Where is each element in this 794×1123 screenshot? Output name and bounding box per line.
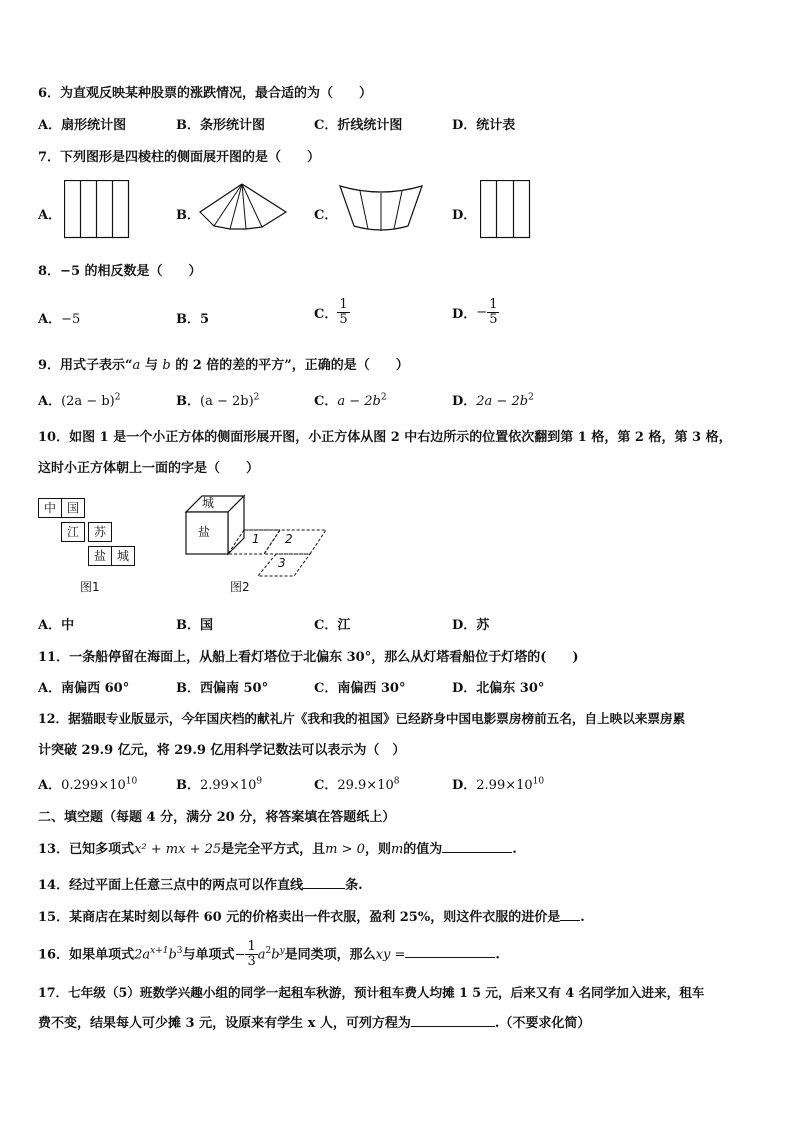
q10-option-d: D．苏 xyxy=(452,618,490,633)
q7-label-c: C． xyxy=(314,208,338,223)
q10-option-b: B．国 xyxy=(176,618,213,633)
q11-option-b: B．西偏南 50° xyxy=(176,681,269,696)
net-cell: 中 xyxy=(38,498,62,518)
q6-option-d: D．统计表 xyxy=(452,118,516,133)
q9-option-a: A．$(2a - b)^2$ xyxy=(38,392,121,409)
question-10-line-1: 10．如图 1 是一个小正方体的侧面形展开图，小正方体从图 2 中右边所示的位置依次翻到第 1 格，第 2 格，第 3 格， xyxy=(38,430,732,445)
q7-figure-d xyxy=(480,180,532,240)
figure-1-caption: 图1 xyxy=(80,580,100,594)
q6-option-c: C．折线统计图 xyxy=(314,118,403,133)
q11-option-c: C．南偏西 30° xyxy=(314,681,406,696)
q6-option-b: B．条形统计图 xyxy=(176,118,265,133)
figure-2-caption: 图2 xyxy=(230,580,250,594)
net-cell: 江 xyxy=(61,522,85,542)
question-7-stem: 7．下列图形是四棱柱的侧面展开图的是（ ） xyxy=(38,150,321,165)
question-14: 14．经过平面上任意三点中的两点可以作直线 条. xyxy=(38,878,363,893)
question-13: 13．已知多项式x² + mx + 25是完全平方式，且m > 0，则m的值为 . xyxy=(38,842,517,857)
net-cell: 苏 xyxy=(88,522,112,542)
q8-option-b: B．5 xyxy=(176,312,210,327)
path-cell-3: 3 xyxy=(278,556,286,570)
path-cell-2: 2 xyxy=(285,532,293,546)
q7-label-b: B． xyxy=(176,208,200,223)
q10-option-a: A．中 xyxy=(38,618,75,633)
q12-option-d: D．$2.99\times 10^{10}$ xyxy=(452,776,545,793)
q7-label-d: D． xyxy=(452,208,477,223)
fraction: $\frac{1}{5}$ xyxy=(489,297,498,327)
path-cell-1: 1 xyxy=(252,532,260,546)
q11-option-a: A．南偏西 60° xyxy=(38,681,130,696)
question-16: 16．如果单项式$2a^{x+1}b^3$与单项式− $\frac{1}{3}$ $a^2b^y$是同类项，那么xy = . xyxy=(38,939,500,970)
q7-figure-b xyxy=(198,182,288,232)
q7-label-a: A． xyxy=(38,208,62,223)
answer-blank[interactable] xyxy=(405,945,495,958)
question-12-line-1: 12．据猫眼专业版显示，今年国庆档的献礼片《我和我的祖国》已经跻身中国电影票房榜前五名，自上映以来票房累 xyxy=(38,711,686,726)
q8-option-a: A．−5 xyxy=(38,312,81,327)
net-cell: 盐 xyxy=(88,546,112,566)
question-6-stem: 6．为直观反映某种股票的涨跌情况，最合适的为（ ） xyxy=(38,86,373,101)
fraction: $\frac{1}{5}$ xyxy=(339,297,348,327)
net-cell: 城 xyxy=(111,546,135,566)
q12-option-a: A．$0.299\times 10^{10}$ xyxy=(38,776,138,793)
q10-option-c: C．江 xyxy=(314,618,351,633)
question-17-line-1: 17．七年级（5）班数学兴趣小组的同学一起租车秋游，预计租车费人均摊 1 5 元，后来又有 4 名同学加入进来，租车 xyxy=(38,985,705,1000)
fraction: $\frac{1}{3}$ xyxy=(247,939,256,970)
q8-option-c: C． $\frac{1}{5}$ xyxy=(314,297,348,327)
question-17-line-2: 费不变，结果每人可少摊 3 元，设原来有学生 x 人，可列方程为 .（不要求化简） xyxy=(38,1016,591,1031)
q9-option-d: D．$2a - 2b^2$ xyxy=(452,392,534,409)
answer-blank[interactable] xyxy=(411,1014,495,1027)
question-11-stem: 11．一条船停留在海面上，从船上看灯塔位于北偏东 30°，那么从灯塔看船位于灯塔的( ) xyxy=(38,650,579,665)
figure-1-cube-net xyxy=(38,498,148,570)
answer-blank[interactable] xyxy=(303,876,345,889)
q12-option-c: C．$29.9\times 10^8$ xyxy=(314,776,400,793)
answer-blank[interactable] xyxy=(560,908,580,921)
q9-option-b: B．$(a - 2b)^2$ xyxy=(176,392,260,409)
q9-option-c: C．$a - 2b^2$ xyxy=(314,392,387,409)
section-2-heading: 二、填空题（每题 4 分，满分 20 分，将答案填在答题纸上） xyxy=(38,810,396,825)
q6-option-a: A．扇形统计图 xyxy=(38,118,127,133)
answer-blank[interactable] xyxy=(442,840,512,853)
question-10-line-2: 这时小正方体朝上一面的字是（ ） xyxy=(38,461,260,476)
q12-option-b: B．$2.99\times 10^9$ xyxy=(176,776,263,793)
cube-front-face: 盐 xyxy=(198,525,211,539)
q8-option-d: D．− $\frac{1}{5}$ xyxy=(452,297,498,327)
question-9-stem: 9．用式子表示“a 与 b 的 2 倍的差的平方”，正确的是（ ） xyxy=(38,358,409,373)
net-cell: 国 xyxy=(61,498,85,518)
cube-top-face: 城 xyxy=(202,496,215,510)
q7-figure-c xyxy=(336,182,426,234)
q7-figure-a xyxy=(64,180,130,240)
q11-option-d: D．北偏东 30° xyxy=(452,681,545,696)
question-12-line-2: 计突破 29.9 亿元，将 29.9 亿用科学记数法可以表示为（ ） xyxy=(38,743,406,758)
question-15: 15．某商店在某时刻以每件 60 元的价格卖出一件衣服，盈利 25%，则这件衣服的进价是 . xyxy=(38,910,585,925)
question-8-stem: 8．−5 的相反数是（ ） xyxy=(38,264,202,279)
